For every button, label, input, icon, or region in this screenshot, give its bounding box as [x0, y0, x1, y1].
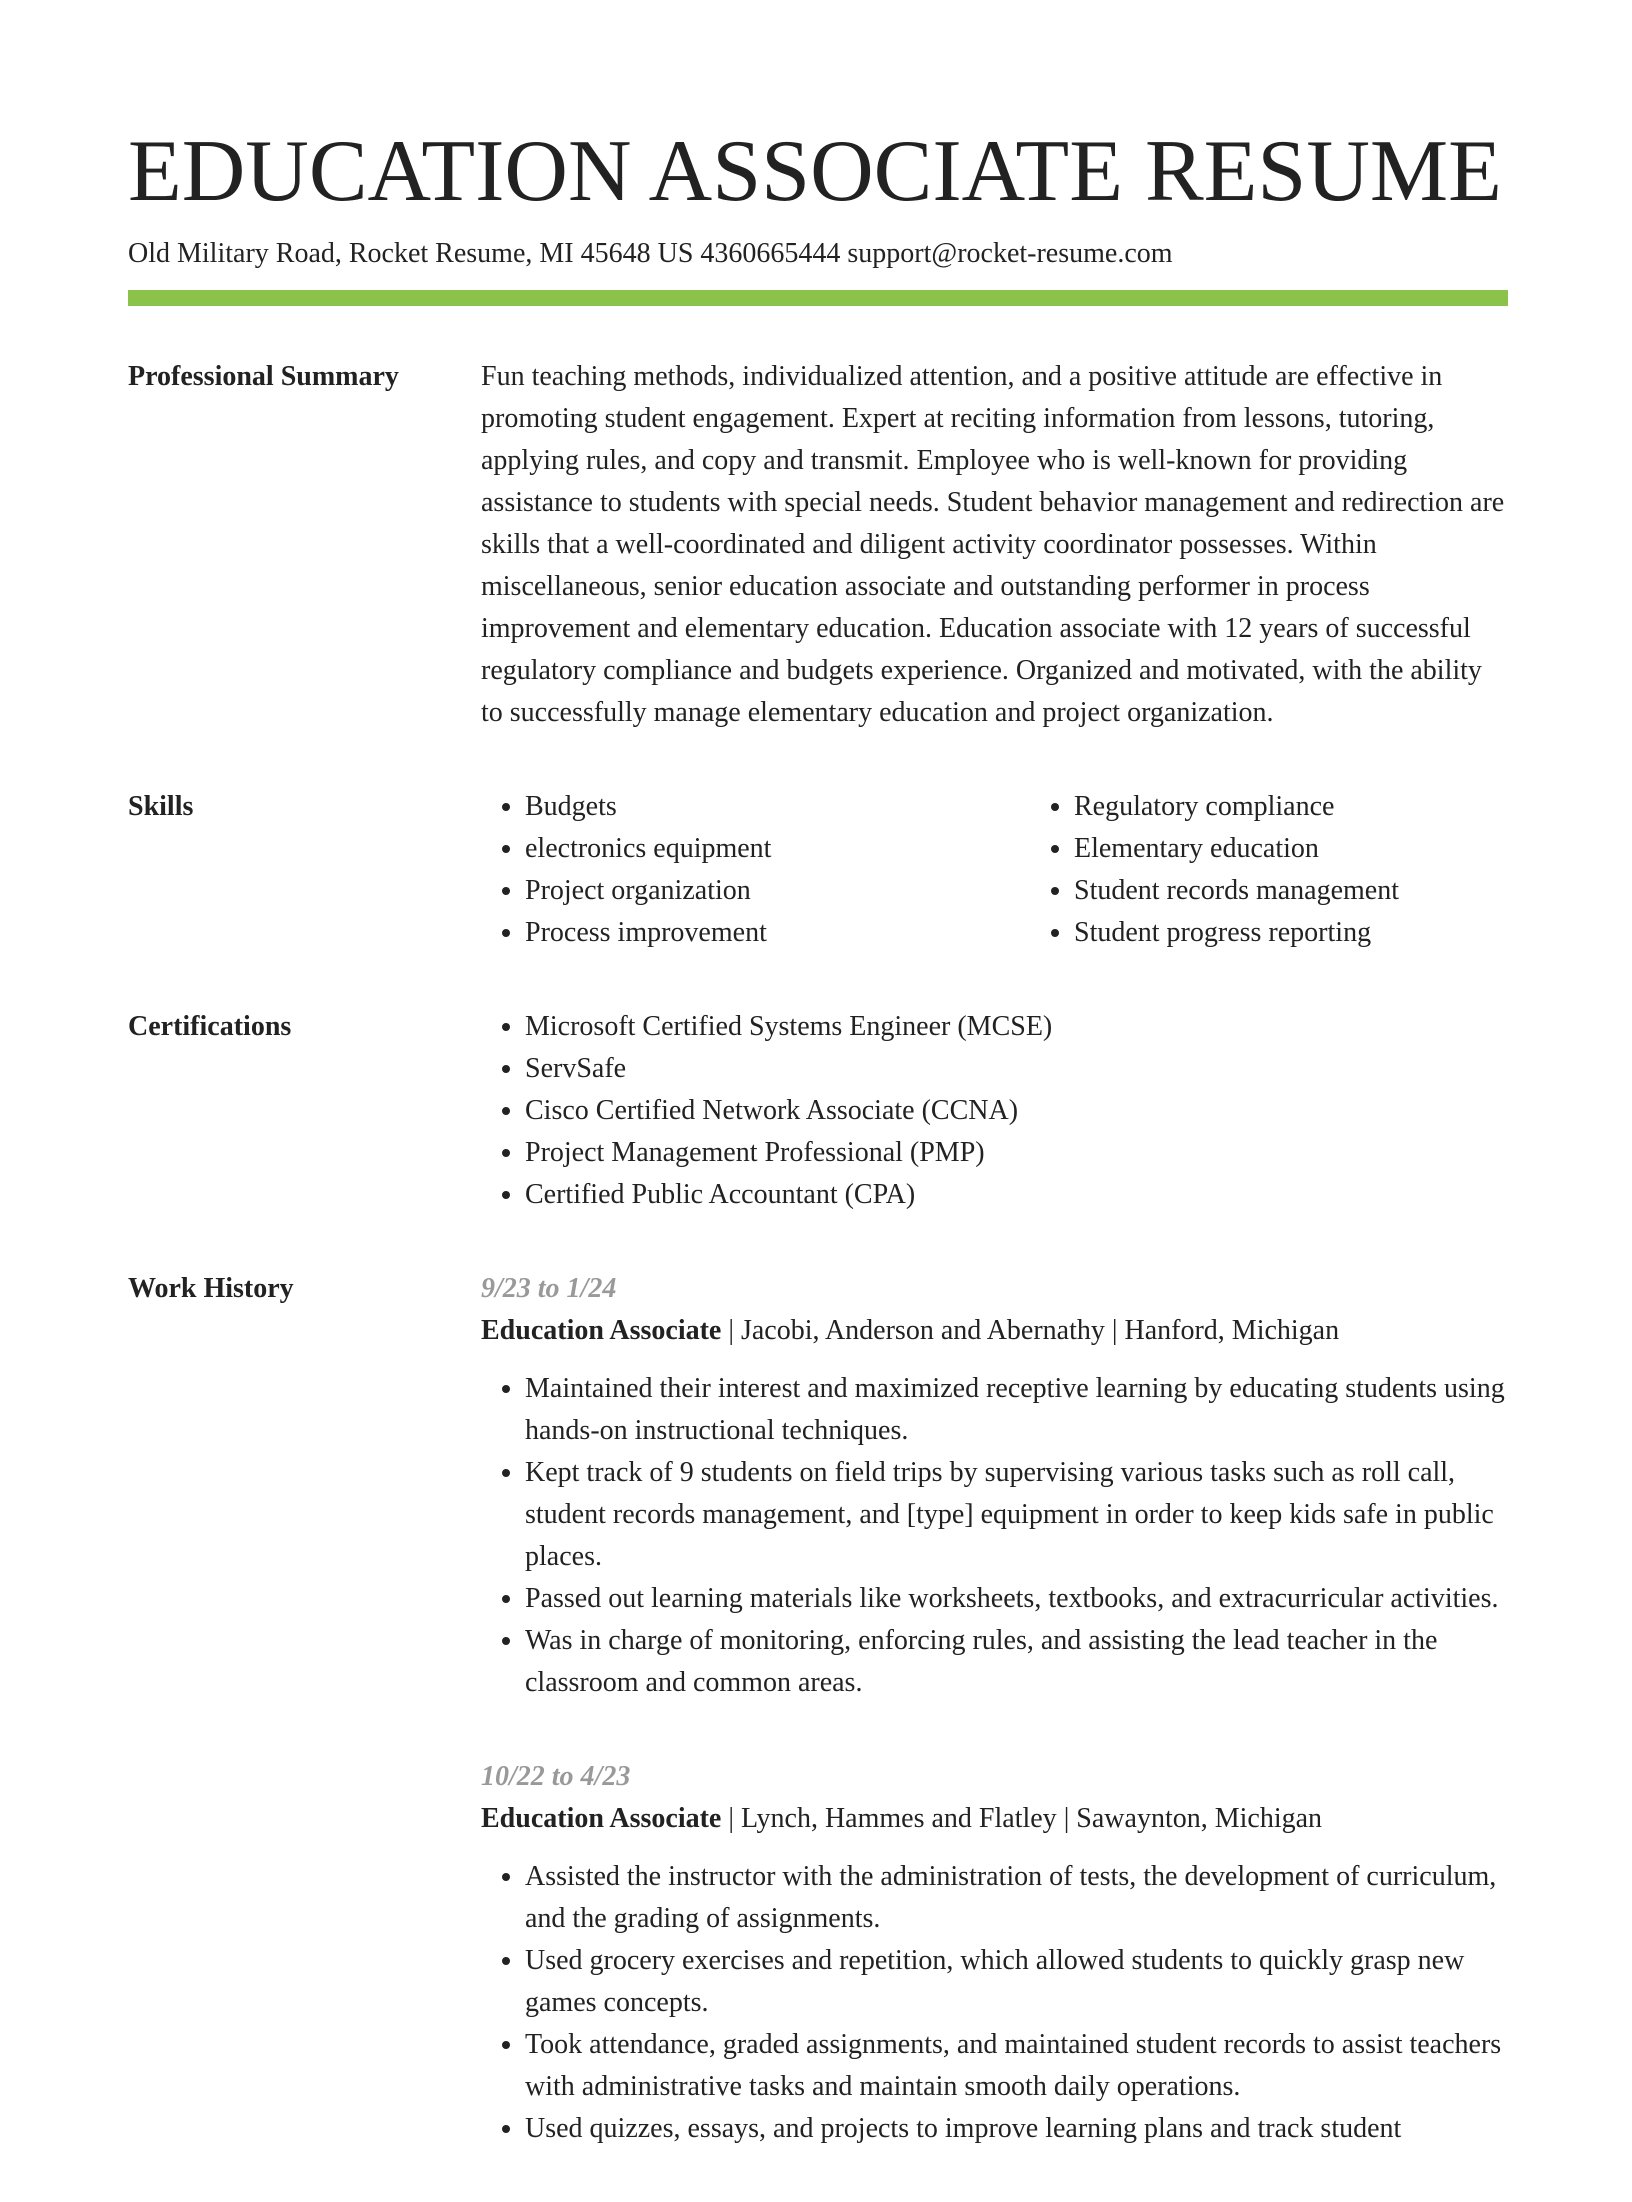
- job-title: Education Associate: [481, 1315, 722, 1346]
- skill-item: • Student records management: [1074, 870, 1579, 912]
- certification-item: • Project Management Professional (PMP): [525, 1132, 1508, 1174]
- certifications-section: [128, 1006, 1508, 1216]
- page-title: EDUCATION ASSOCIATE RESUME: [128, 123, 1502, 220]
- job-entry: [481, 1268, 1508, 1704]
- job-dates: 10/22 to 4/23: [481, 1761, 631, 1792]
- summary-section: [128, 356, 1508, 734]
- work-history-section: [128, 1268, 1508, 2202]
- job-dates: 9/23 to 1/24: [481, 1273, 617, 1304]
- job-bullet: • Assisted the instructor with the administration of tests, the development of curriculum, and the grading of assignments.: [525, 1856, 1508, 1940]
- work-history-heading: Work History: [128, 1273, 294, 1304]
- job-title: Education Associate: [481, 1803, 722, 1834]
- contact-line: [128, 236, 1508, 272]
- job-bullet: • Maintained their interest and maximized receptive learning by educating students using hands-on instructional techniques.: [525, 1368, 1508, 1452]
- skills-list-right: [1030, 786, 1579, 954]
- job-bullet: • Took attendance, graded assignments, and maintained student records to assist teachers with administrative tasks and maintain smooth daily operations.: [525, 2024, 1508, 2108]
- certification-item: • Cisco Certified Network Associate (CCNA): [525, 1090, 1508, 1132]
- skill-item: • Process improvement: [525, 912, 1030, 954]
- job-company: Lynch, Hammes and Flatley: [740, 1803, 1057, 1834]
- certifications-list: [481, 1006, 1508, 1216]
- job-bullets: [481, 1368, 1508, 1704]
- job-bullet: • Used grocery exercises and repetition, which allowed students to quickly grasp new games concepts.: [525, 1940, 1508, 2024]
- contact-address: Old Military Road, Rocket Resume, MI 45648 US: [128, 238, 694, 269]
- job-bullets: [481, 1856, 1508, 2150]
- skill-item: • electronics equipment: [525, 828, 1030, 870]
- job-entry: [481, 1756, 1508, 2150]
- skills-heading: Skills: [128, 791, 194, 822]
- certification-item: • Certified Public Accountant (CPA): [525, 1174, 1508, 1216]
- contact-email[interactable]: support@rocket-resume.com: [847, 238, 1173, 269]
- certifications-heading: Certifications: [128, 1011, 292, 1042]
- job-bullet: • Was in charge of monitoring, enforcing rules, and assisting the lead teacher in the classroom and common areas.: [525, 1620, 1508, 1704]
- job-heading: Education Associate | Jacobi, Anderson and Abernathy | Hanford, Michigan: [481, 1315, 1340, 1346]
- skill-item: • Budgets: [525, 786, 1030, 828]
- job-company: Jacobi, Anderson and Abernathy: [740, 1315, 1105, 1346]
- job-location: Sawaynton, Michigan: [1076, 1803, 1323, 1834]
- skill-item: • Project organization: [525, 870, 1030, 912]
- summary-heading: Professional Summary: [128, 361, 399, 392]
- summary-text: Fun teaching methods, individualized attention, and a positive attitude are effective in promoting student engagement. Expert at reciting information from lessons, tutoring, applying rules, and copy and transmit. Employee who is well-known for providing assistance to students with special needs. Student behavior management and redirection are skills that a well-coordinated and diligent activity coordinator possesses. Within miscellaneous, senior education associate and outstanding performer in process improvement and elementary education. Education associate with 12 years of successful regulatory compliance and budgets experience. Organized and motivated, with the ability to successfully manage elementary education and project organization.: [481, 361, 1505, 728]
- contact-phone: 4360665444: [700, 238, 841, 269]
- job-location: Hanford, Michigan: [1124, 1315, 1340, 1346]
- certification-item: • ServSafe: [525, 1048, 1508, 1090]
- skill-item: • Student progress reporting: [1074, 912, 1579, 954]
- skills-list-left: [481, 786, 1030, 954]
- resume-page: [128, 0, 1508, 2202]
- job-bullet: • Kept track of 9 students on field trips by supervising various tasks such as roll call, student records management, and [type] equipment in order to keep kids safe in public places.: [525, 1452, 1508, 1578]
- skills-section: [128, 786, 1508, 954]
- header-divider: [128, 290, 1508, 306]
- certification-item: • Microsoft Certified Systems Engineer (MCSE): [525, 1006, 1508, 1048]
- job-heading: Education Associate | Lynch, Hammes and Flatley | Sawaynton, Michigan: [481, 1803, 1323, 1834]
- skill-item: • Elementary education: [1074, 828, 1579, 870]
- skill-item: • Regulatory compliance: [1074, 786, 1579, 828]
- job-bullet: • Passed out learning materials like worksheets, textbooks, and extracurricular activities.: [525, 1578, 1508, 1620]
- job-bullet: • Used quizzes, essays, and projects to improve learning plans and track student: [525, 2108, 1508, 2150]
